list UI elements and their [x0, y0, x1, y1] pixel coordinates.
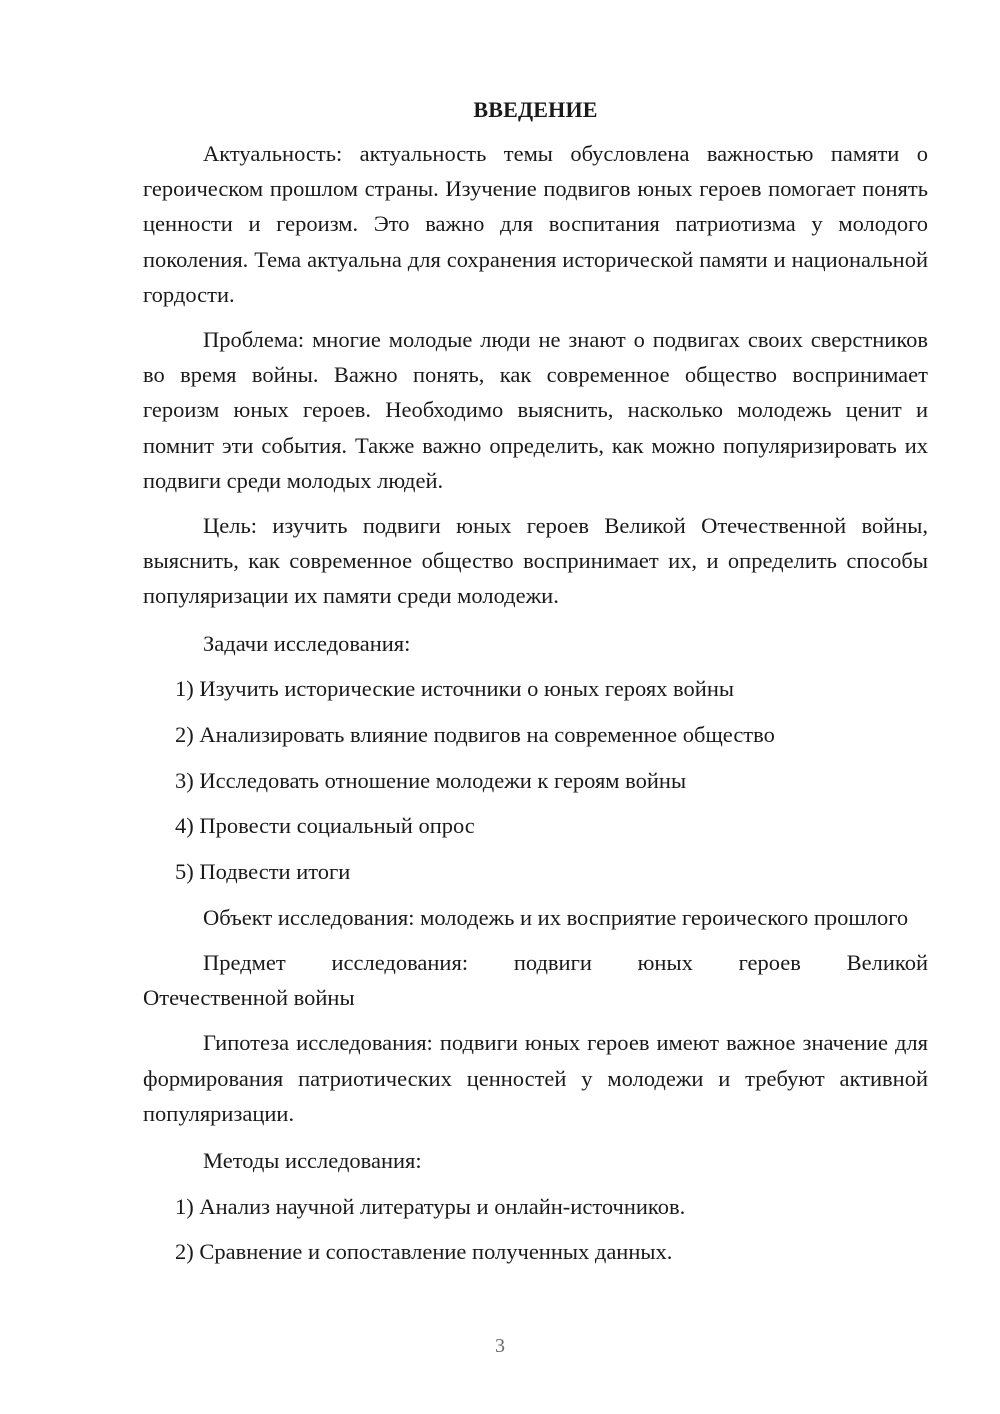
page-title: ВВЕДЕНИЕ [473, 97, 598, 122]
task-item: 3) Исследовать отношение молодежи к героям войны [175, 767, 687, 793]
goal-paragraph: Цель: изучить подвиги юных героев Великой Отечественной войны, выяснить, как современное общество воспринимает их, и определить способы популяризации их памяти среди молодежи. [143, 513, 928, 609]
problem-paragraph: Проблема: многие молодые люди не знают о подвигах своих сверстников во время войны. Важно понять, как современное общество воспринимает героизм юных героев. Необходимо выяснить, насколько молодежь ценит и помнит эти события. Также важно определить, как можно популяризировать их подвиги среди молодых людей. [143, 327, 928, 493]
subject-paragraph [143, 945, 928, 1015]
subject-line-1: Предмет исследования: подвиги юных героев Великой [203, 950, 928, 976]
task-item: 2) Анализировать влияние подвигов на современное общество [175, 722, 775, 748]
task-item: 1) Изучить исторические источники о юных героях войны [175, 676, 734, 702]
task-item: 4) Провести социальный опрос [175, 813, 475, 839]
methods-heading: Методы исследования: [203, 1148, 422, 1174]
tasks-heading: Задачи исследования: [203, 630, 411, 656]
method-item: 1) Анализ научной литературы и онлайн-источников. [175, 1193, 686, 1219]
hypothesis-paragraph: Гипотеза исследования: подвиги юных героев имеют важное значение для формирования патриотических ценностей у молодежи и требуют активной популяризации. [143, 1030, 928, 1126]
subject-line-2: Отечественной войны [143, 985, 355, 1011]
method-item: 2) Сравнение и сопоставление полученных данных. [175, 1239, 673, 1265]
task-item: 5) Подвести итоги [175, 859, 351, 885]
document-page [143, 96, 928, 1280]
relevance-paragraph: Актуальность: актуальность темы обусловлена важностью памяти о героическом прошлом страны. Изучение подвигов юных героев помогает понять ценности и героизм. Это важно для воспитания патриотизма у молодого поколения. Тема актуальна для сохранения исторической памяти и национальной гордости. [143, 141, 928, 307]
page-number: 3 [495, 1335, 505, 1357]
object-paragraph: Объект исследования: молодежь и их восприятие героического прошлого [203, 904, 909, 930]
